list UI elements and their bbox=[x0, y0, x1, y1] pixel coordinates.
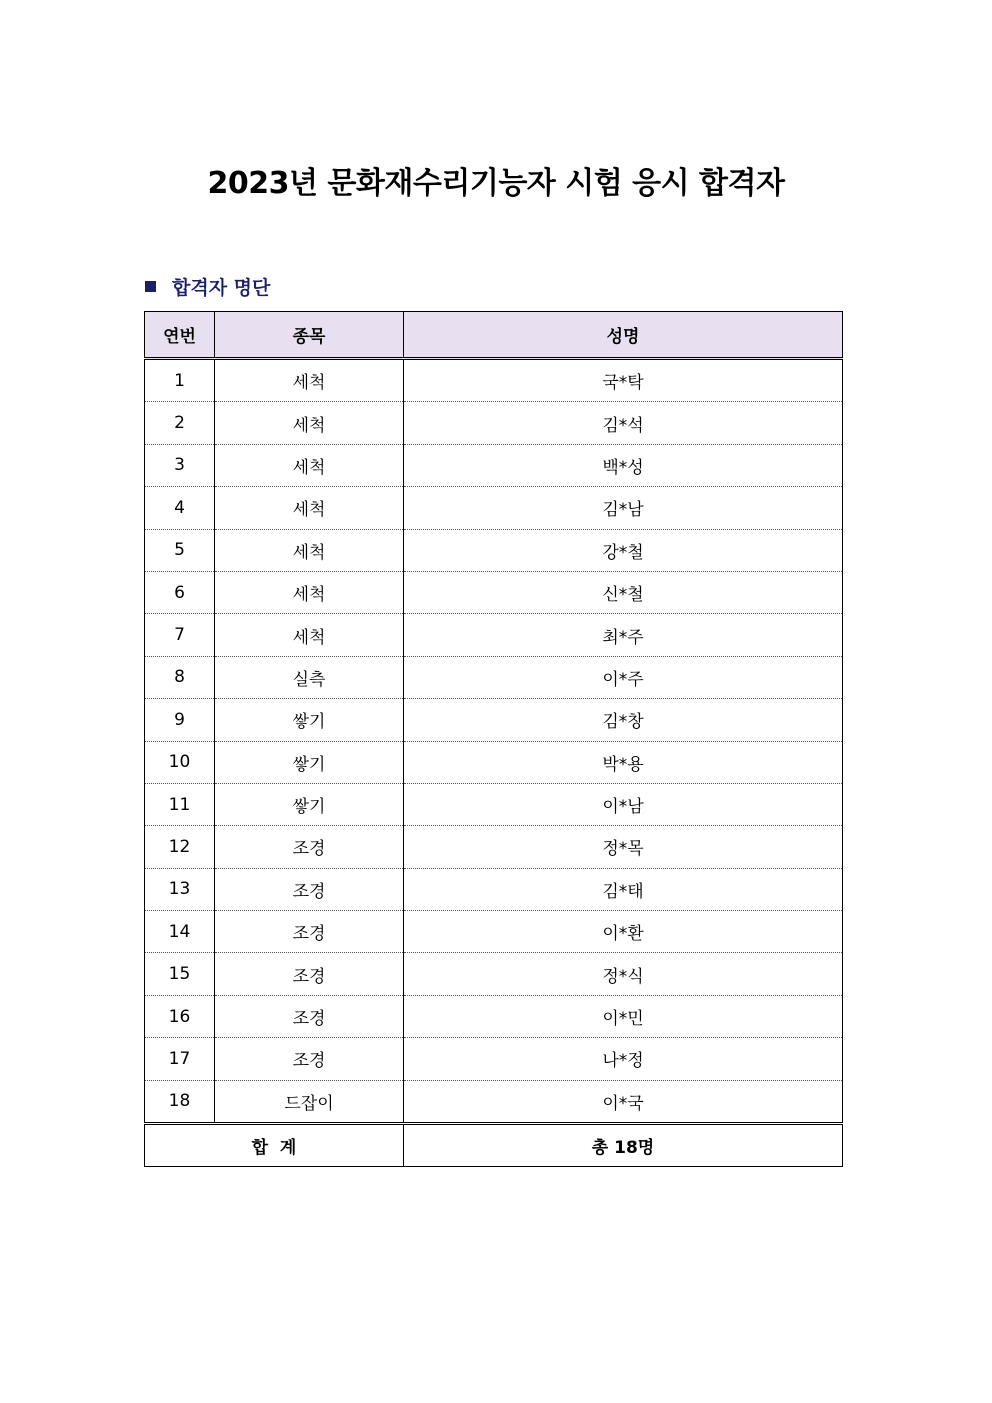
cell-number: 15 bbox=[145, 953, 215, 995]
table-row bbox=[145, 402, 843, 444]
cell-number: 3 bbox=[145, 444, 215, 486]
cell-name: 이*주 bbox=[404, 656, 843, 698]
cell-name: 박*용 bbox=[404, 741, 843, 783]
cell-number: 18 bbox=[145, 1080, 215, 1123]
cell-name: 강*철 bbox=[404, 529, 843, 571]
cell-category: 실측 bbox=[215, 656, 404, 698]
table-row bbox=[145, 359, 843, 402]
table-row bbox=[145, 487, 843, 529]
cell-category: 세척 bbox=[215, 402, 404, 444]
header-number: 연번 bbox=[145, 312, 215, 359]
cell-name: 정*식 bbox=[404, 953, 843, 995]
cell-category: 조경 bbox=[215, 995, 404, 1037]
cell-number: 2 bbox=[145, 402, 215, 444]
cell-number: 9 bbox=[145, 699, 215, 741]
table-row bbox=[145, 741, 843, 783]
cell-number: 4 bbox=[145, 487, 215, 529]
cell-category: 조경 bbox=[215, 953, 404, 995]
cell-number: 6 bbox=[145, 571, 215, 613]
header-category: 종목 bbox=[215, 312, 404, 359]
cell-name: 이*국 bbox=[404, 1080, 843, 1123]
cell-category: 드잡이 bbox=[215, 1080, 404, 1123]
table-row bbox=[145, 783, 843, 825]
cell-name: 김*석 bbox=[404, 402, 843, 444]
cell-name: 이*남 bbox=[404, 783, 843, 825]
table-row bbox=[145, 953, 843, 995]
table-row bbox=[145, 571, 843, 613]
cell-category: 세척 bbox=[215, 487, 404, 529]
table-row bbox=[145, 444, 843, 486]
cell-category: 세척 bbox=[215, 529, 404, 571]
section-heading-label: 합격자 명단 bbox=[172, 277, 271, 299]
cell-category: 쌓기 bbox=[215, 783, 404, 825]
square-bullet-icon bbox=[145, 281, 156, 292]
table-row bbox=[145, 995, 843, 1037]
table-row bbox=[145, 911, 843, 953]
cell-number: 8 bbox=[145, 656, 215, 698]
cell-category: 쌓기 bbox=[215, 741, 404, 783]
cell-number: 11 bbox=[145, 783, 215, 825]
table-row bbox=[145, 699, 843, 741]
cell-name: 이*민 bbox=[404, 995, 843, 1037]
cell-name: 국*탁 bbox=[404, 359, 843, 402]
cell-number: 13 bbox=[145, 868, 215, 910]
cell-number: 12 bbox=[145, 826, 215, 868]
cell-number: 5 bbox=[145, 529, 215, 571]
cell-category: 세척 bbox=[215, 359, 404, 402]
cell-category: 조경 bbox=[215, 826, 404, 868]
table-row bbox=[145, 656, 843, 698]
cell-category: 쌓기 bbox=[215, 699, 404, 741]
table-row bbox=[145, 614, 843, 656]
cell-name: 이*환 bbox=[404, 911, 843, 953]
page-title: 2023년 문화재수리기능자 시험 응시 합격자 bbox=[207, 166, 785, 201]
table-header-row bbox=[145, 312, 843, 359]
total-label: 합 계 bbox=[145, 1124, 404, 1167]
cell-name: 김*창 bbox=[404, 699, 843, 741]
cell-name: 최*주 bbox=[404, 614, 843, 656]
table-row bbox=[145, 529, 843, 571]
cell-number: 10 bbox=[145, 741, 215, 783]
cell-number: 17 bbox=[145, 1038, 215, 1080]
table-row bbox=[145, 868, 843, 910]
cell-category: 조경 bbox=[215, 1038, 404, 1080]
cell-category: 세척 bbox=[215, 571, 404, 613]
cell-name: 김*태 bbox=[404, 868, 843, 910]
cell-name: 김*남 bbox=[404, 487, 843, 529]
cell-category: 조경 bbox=[215, 868, 404, 910]
cell-name: 신*철 bbox=[404, 571, 843, 613]
cell-category: 조경 bbox=[215, 911, 404, 953]
cell-number: 16 bbox=[145, 995, 215, 1037]
cell-category: 세척 bbox=[215, 614, 404, 656]
cell-name: 나*정 bbox=[404, 1038, 843, 1080]
cell-number: 7 bbox=[145, 614, 215, 656]
table-total-row bbox=[145, 1124, 843, 1167]
cell-name: 백*성 bbox=[404, 444, 843, 486]
total-value: 총 18명 bbox=[404, 1124, 843, 1167]
section-heading bbox=[145, 273, 270, 300]
cell-name: 정*목 bbox=[404, 826, 843, 868]
cell-number: 14 bbox=[145, 911, 215, 953]
table-row bbox=[145, 826, 843, 868]
cell-category: 세척 bbox=[215, 444, 404, 486]
roster-table bbox=[144, 311, 843, 1167]
table-row bbox=[145, 1038, 843, 1080]
cell-number: 1 bbox=[145, 359, 215, 402]
header-name: 성명 bbox=[404, 312, 843, 359]
table-row bbox=[145, 1080, 843, 1123]
